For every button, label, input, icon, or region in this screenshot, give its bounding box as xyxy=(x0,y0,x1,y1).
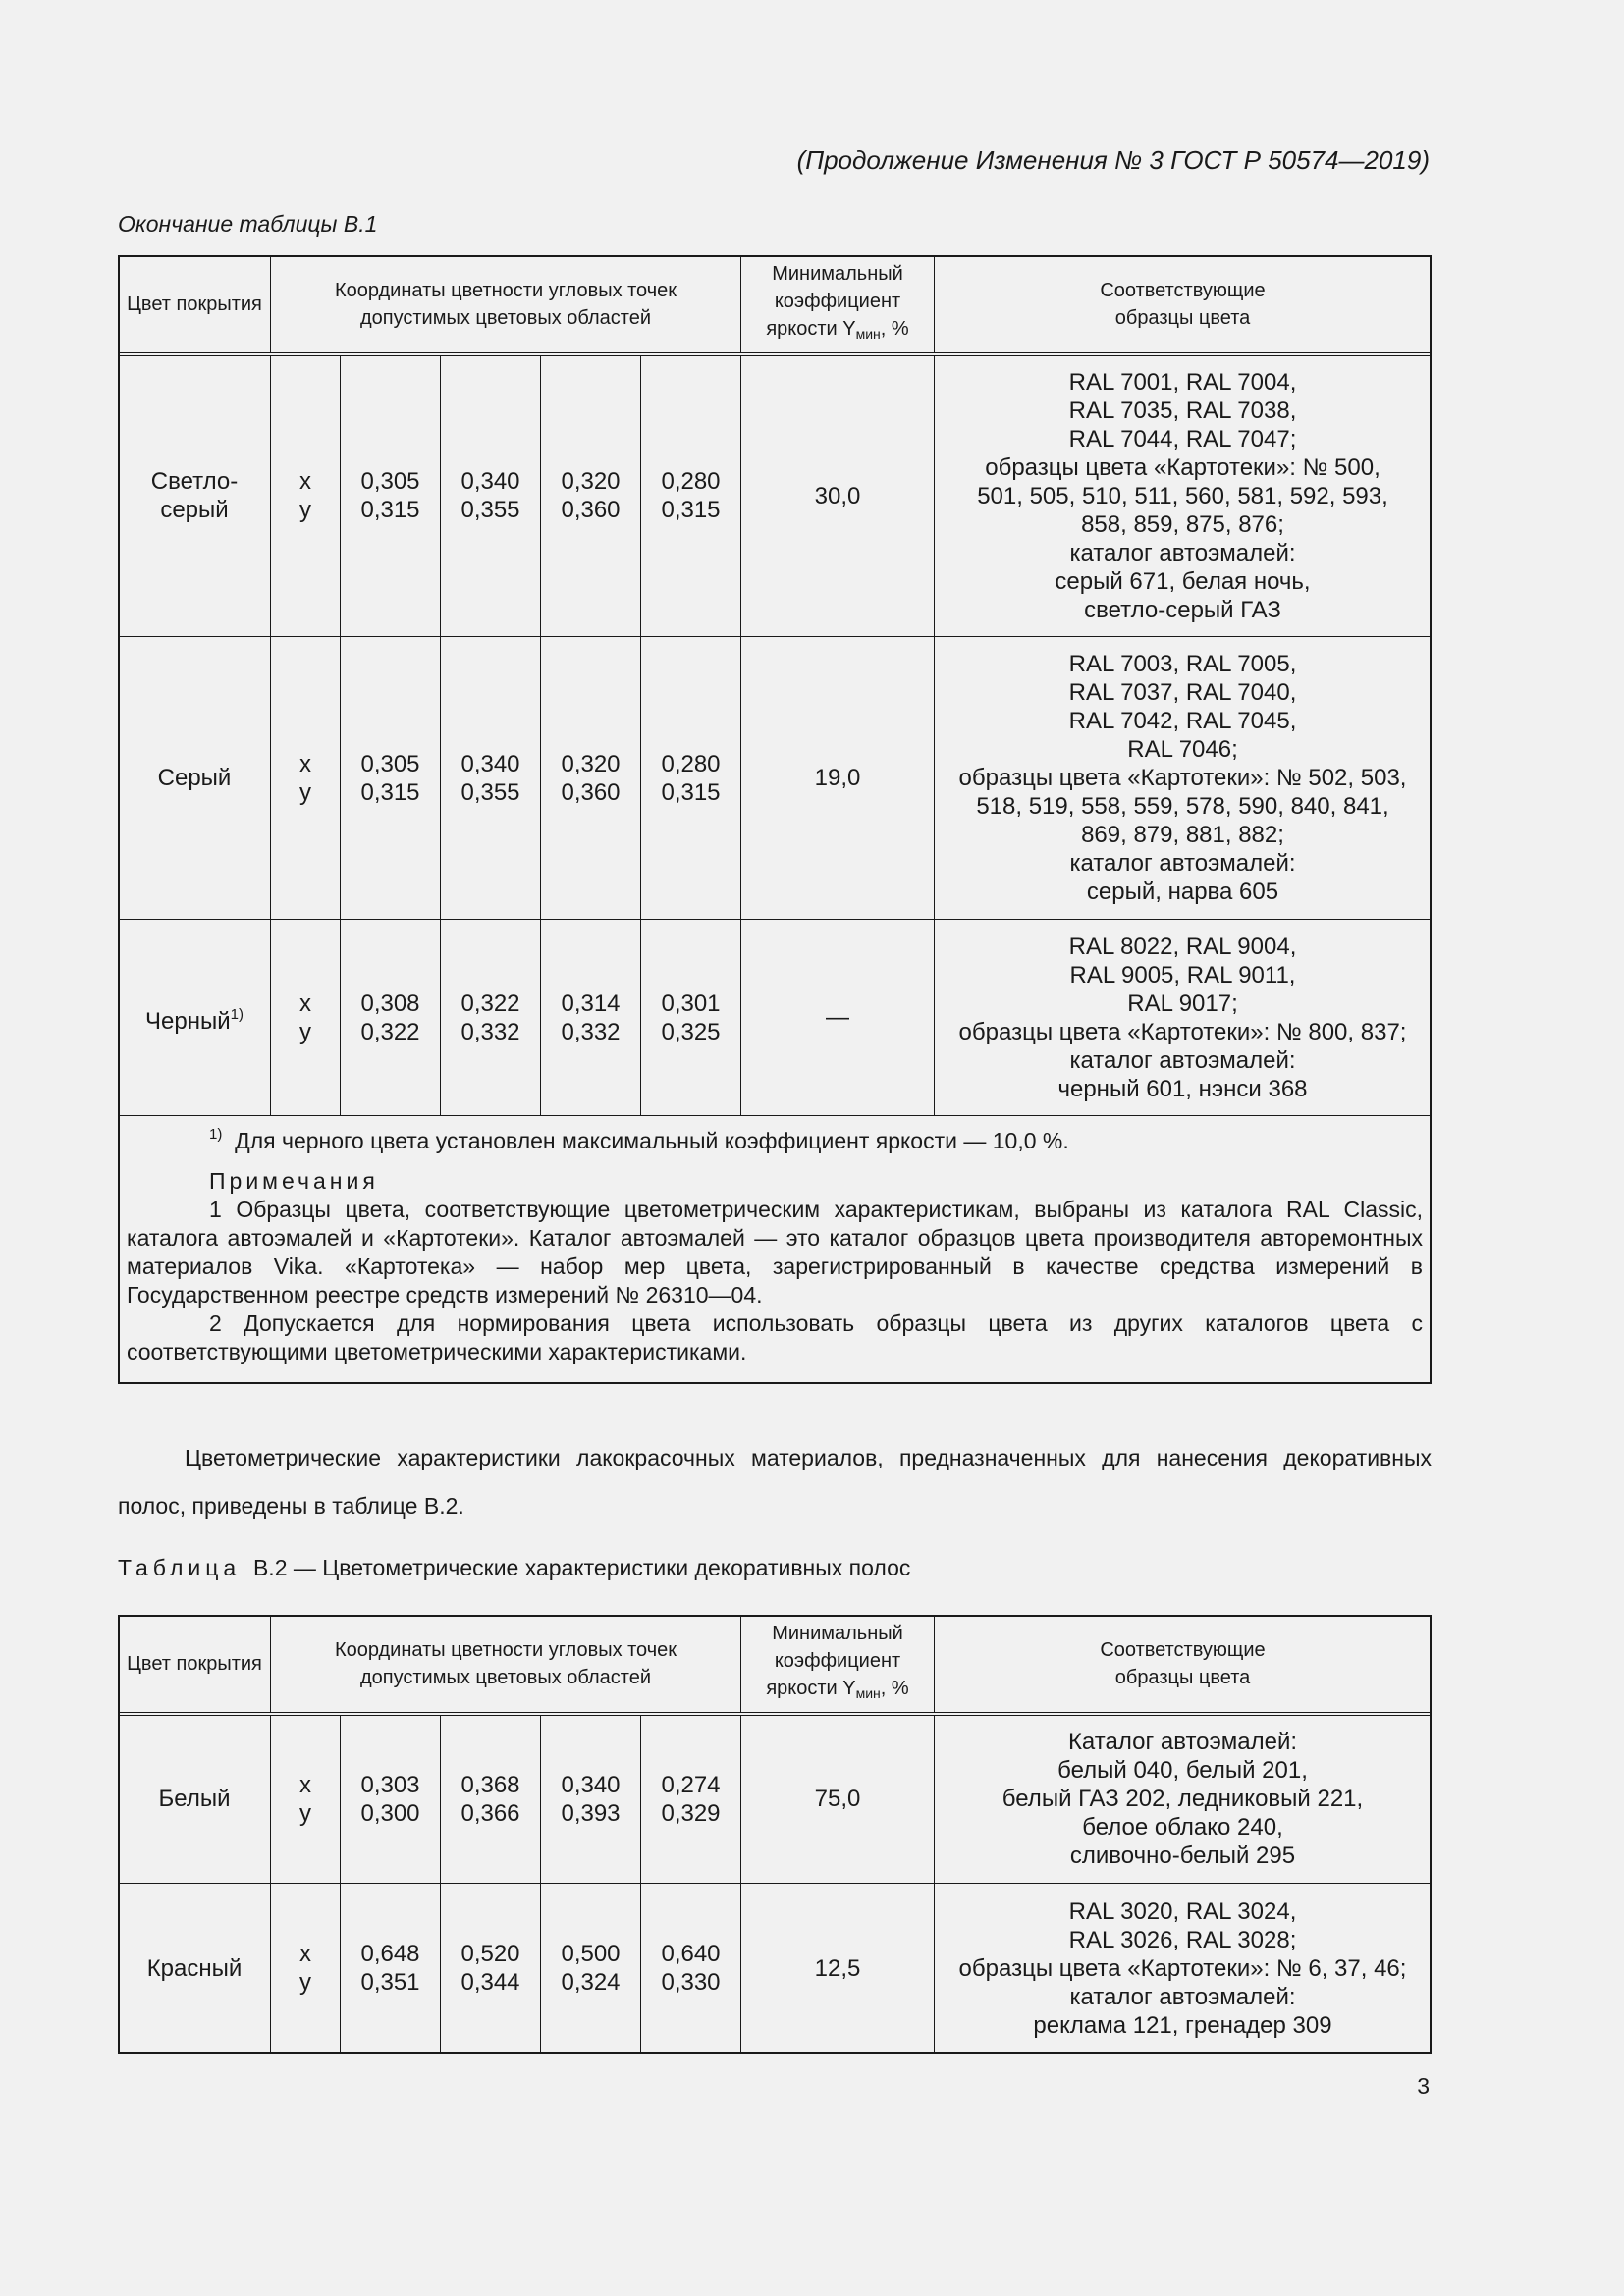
sample-line: белый 040, белый 201, xyxy=(1057,1757,1308,1785)
cell-min: — xyxy=(741,920,935,1116)
header-coords: Координаты цветности угловых точек допустимых цветовых областей xyxy=(271,256,741,354)
sample-line: RAL 7042, RAL 7045, xyxy=(1068,708,1297,734)
sample-line: образцы цвета «Картотеки»: № 502, 503, xyxy=(958,765,1407,791)
sample-line: RAL 3026, RAL 3028; xyxy=(1068,1926,1297,1953)
sample-line: RAL 7003, RAL 7005, xyxy=(1068,651,1297,677)
cell-color: Белый xyxy=(119,1714,271,1884)
sample-line: RAL 9005, RAL 9011, xyxy=(1069,961,1296,988)
cell-point-3: 0,320 0,360 xyxy=(541,354,641,637)
table1-notes xyxy=(119,1116,1432,1384)
header-samples: Соответствующие образцы цвета xyxy=(935,256,1432,354)
sample-line: 858, 859, 875, 876; xyxy=(1081,510,1284,538)
sample-line: 501, 505, 510, 511, 560, 581, 592, 593, xyxy=(977,482,1388,509)
cell-color: Серый xyxy=(119,637,271,920)
cell-samples xyxy=(935,920,1432,1116)
table2-caption: Таблица В.2 — Цветометрические характеристики декоративных полос xyxy=(118,1555,911,1580)
cell-xy: x y xyxy=(271,354,341,637)
sample-line: 869, 879, 881, 882; xyxy=(1081,822,1284,848)
cell-point-2: 0,340 0,355 xyxy=(441,637,541,920)
cell-min: 12,5 xyxy=(741,1884,935,2054)
cell-point-2: 0,340 0,355 xyxy=(441,354,541,637)
cell-point-2: 0,322 0,332 xyxy=(441,920,541,1116)
sample-line: каталог автоэмалей: xyxy=(1069,539,1296,566)
cell-color: Черный$^{1)}$ xyxy=(119,920,271,1116)
cell-xy: x y xyxy=(271,920,341,1116)
sample-line: светло-серый ГАЗ xyxy=(1084,596,1281,623)
sample-line: RAL 7035, RAL 7038, xyxy=(1068,397,1297,424)
sample-line: сливочно-белый 295 xyxy=(1069,1842,1296,1870)
cell-xy: x y xyxy=(271,1714,341,1884)
notes-title: Примечания xyxy=(209,1168,379,1194)
cell-samples xyxy=(935,1714,1432,1884)
cell-point-4: 0,280 0,315 xyxy=(641,354,741,637)
table-row xyxy=(119,1884,1432,2054)
cell-point-3: 0,320 0,360 xyxy=(541,637,641,920)
table-row xyxy=(119,637,1432,920)
header-samples: Соответствующие образцы цвета xyxy=(935,1616,1432,1714)
cell-point-1: 0,305 0,315 xyxy=(341,637,441,920)
sample-line: RAL 9017; xyxy=(1127,989,1238,1017)
sample-line: образцы цвета «Картотеки»: № 800, 837; xyxy=(958,1018,1407,1045)
table1-caption: Окончание таблицы В.1 xyxy=(118,211,378,237)
cell-point-1: 0,308 0,322 xyxy=(341,920,441,1116)
footnote: $^{1)}$ Для черного цвета установлен максимальный коэффициент яркости — 10,0 %. xyxy=(209,1126,1069,1153)
sample-line: серый, нарва 605 xyxy=(1086,879,1279,905)
cell-color: Красный xyxy=(119,1884,271,2054)
table-row xyxy=(119,1714,1432,1884)
table-b2 xyxy=(118,1615,1432,2054)
header-coords: Координаты цветности угловых точек допустимых цветовых областей xyxy=(271,1616,741,1714)
sample-line: каталог автоэмалей: xyxy=(1069,850,1296,877)
table-row xyxy=(119,354,1432,637)
cell-point-1: 0,648 0,351 xyxy=(341,1884,441,2054)
sample-line: образцы цвета «Картотеки»: № 6, 37, 46; xyxy=(958,1954,1407,1982)
cell-color: Светло-серый xyxy=(119,354,271,637)
cell-point-4: 0,280 0,315 xyxy=(641,637,741,920)
sample-line: белое облако 240, xyxy=(1082,1814,1283,1842)
sample-line: черный 601, нэнси 368 xyxy=(1057,1075,1308,1102)
sample-line: белый ГАЗ 202, ледниковый 221, xyxy=(1001,1786,1364,1813)
header-min: Минимальный коэффициент яркости $Y_{мин}$, % xyxy=(741,1616,935,1714)
cell-point-4: 0,274 0,329 xyxy=(641,1714,741,1884)
cell-point-3: 0,314 0,332 xyxy=(541,920,641,1116)
header-color: Цвет покрытия xyxy=(119,1616,271,1714)
cell-point-1: 0,305 0,315 xyxy=(341,354,441,637)
cell-samples xyxy=(935,1884,1432,2054)
sample-line: RAL 8022, RAL 9004, xyxy=(1068,933,1297,960)
cell-point-4: 0,301 0,325 xyxy=(641,920,741,1116)
table-b1 xyxy=(118,255,1432,1384)
cell-min: 19,0 xyxy=(741,637,935,920)
cell-point-1: 0,303 0,300 xyxy=(341,1714,441,1884)
body-paragraph: Цветометрические характеристики лакокрасочных материалов, предназначенных для нанесения декоративных полос, приведены в таблице В.2. xyxy=(118,1445,1432,1519)
header-color: Цвет покрытия xyxy=(119,256,271,354)
cell-samples xyxy=(935,637,1432,920)
sample-line: реклама 121, гренадер 309 xyxy=(1033,2011,1332,2039)
page-number: 3 xyxy=(1417,2073,1430,2099)
sample-line: RAL 7044, RAL 7047; xyxy=(1068,425,1297,453)
cell-xy: x y xyxy=(271,637,341,920)
sample-line: RAL 3020, RAL 3024, xyxy=(1068,1897,1297,1925)
cell-point-3: 0,500 0,324 xyxy=(541,1884,641,2054)
cell-min: 30,0 xyxy=(741,354,935,637)
sample-line: RAL 7037, RAL 7040, xyxy=(1068,679,1297,706)
cell-point-2: 0,520 0,344 xyxy=(441,1884,541,2054)
sample-line: 518, 519, 558, 559, 578, 590, 840, 841, xyxy=(976,793,1389,820)
sample-line: серый 671, белая ночь, xyxy=(1055,567,1311,595)
note-2: 2 Допускается для нормирования цвета использовать образцы цвета из других каталогов цвета с соответствующими цветометрическими характеристиками. xyxy=(127,1310,1423,1364)
cell-point-2: 0,368 0,366 xyxy=(441,1714,541,1884)
cell-xy: x y xyxy=(271,1884,341,2054)
sample-line: каталог автоэмалей: xyxy=(1069,1046,1296,1074)
running-head: (Продолжение Изменения № 3 ГОСТ Р 50574—2019) xyxy=(796,145,1430,175)
note-1: 1 Образцы цвета, соответствующие цветометрическим характеристикам, выбраны из каталога RAL Classic, каталога автоэмалей и «Картотеки». Каталог автоэмалей — это каталог образцов цвета производителя авторемонтных материалов Vika. «Картотека» — набор мер цвета, зарегистрированный в качестве средства измерений в Государственном реестре средств измерений № 26310—04. xyxy=(127,1197,1423,1308)
sample-line: RAL 7001, RAL 7004, xyxy=(1068,368,1297,396)
cell-min: 75,0 xyxy=(741,1714,935,1884)
cell-point-3: 0,340 0,393 xyxy=(541,1714,641,1884)
table-row xyxy=(119,920,1432,1116)
sample-line: Каталог автоэмалей: xyxy=(1067,1729,1298,1756)
sample-line: RAL 7046; xyxy=(1127,736,1238,763)
cell-samples xyxy=(935,354,1432,637)
sample-line: каталог автоэмалей: xyxy=(1069,1983,1296,2010)
header-min: Минимальный коэффициент яркости $Y_{мин}$, % xyxy=(741,256,935,354)
sample-line: образцы цвета «Картотеки»: № 500, xyxy=(985,454,1380,481)
cell-point-4: 0,640 0,330 xyxy=(641,1884,741,2054)
